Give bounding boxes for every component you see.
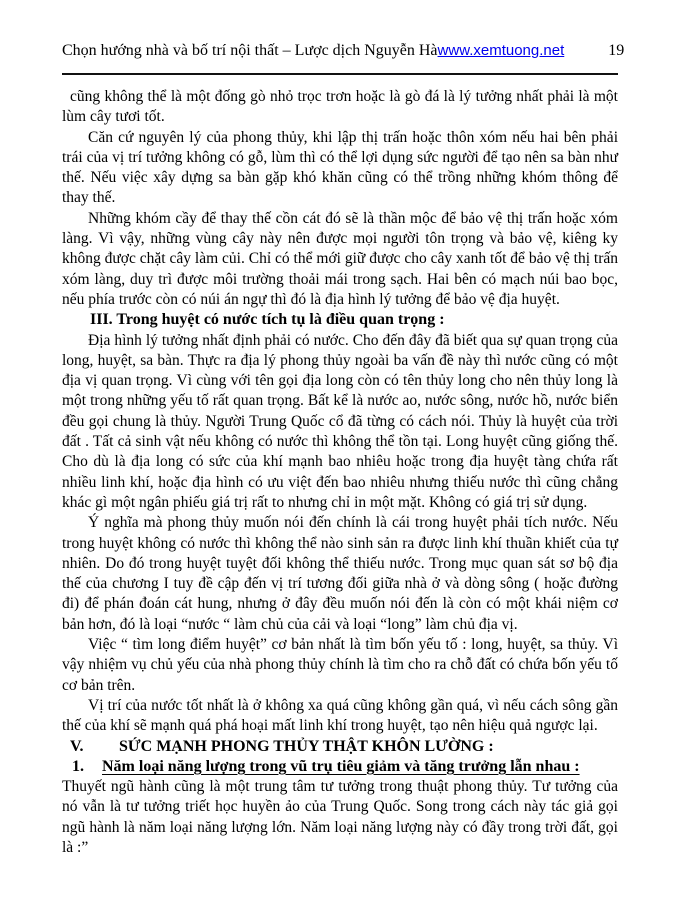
page-number: 19 — [608, 42, 625, 59]
paragraph: Thuyết ngũ hành cũng là một trung tâm tư tưởng trong thuật phong thủy. Tư tưởng của nó vẫn là tư tưởng triết học huyền ảo của Trung Quốc. Song trong cách này tác giả gọi ngũ hành là năm loại năng lượng lớn. Năm loại năng lượng này có đầy trong trời đất, gọi là :” — [62, 778, 618, 856]
subsection-heading-1-label: Năm loại năng lượng trong vũ trụ tiêu giảm và tăng trưởng lẫn nhau : — [102, 757, 580, 775]
paragraph: Căn cứ nguyên lý của phong thủy, khi lập thị trấn hoặc thôn xóm nếu hai bên phải trái của vị trí tưởng không có gỗ, lùm thì có thể lợi dụng sức người để tạo nên sa bàn như thế. Nếu việc xây dựng sa bàn gặp khó khăn cũng có thể trồng những khóm thông để thay thế. — [62, 128, 618, 207]
paragraph: Ý nghĩa mà phong thủy muốn nói đến chính là cái trong huyệt phải tích nước. Nếu trong huyệt không có nước thì không thể nào sinh sản ra được linh khí thuần khiết của tự nhiên. Do đó trong huyệt tuyệt đối không thể thiếu nước. Trong mục quan sát sơ bộ địa thế của chương I tuy đề cập đến vị trí tương đối giữa nhà ở và dòng sông ( hoặc đường đi) để phán đoán cát hung, nhưng ở đây đều muốn nói đến là còn có một khái niệm cơ bản hơn, đó là loại “nước “ làm chủ của cải và loại “long” làm chủ địa vị. — [62, 514, 618, 633]
header-url-link[interactable]: www.xemtuong.net — [437, 42, 565, 59]
header-title: Chọn hướng nhà và bố trí nội thất – Lược dịch Nguyễn Hà — [62, 42, 438, 59]
paragraph: cũng không thể là một đống gò nhỏ trọc trơn hoặc là gò đá là lý tưởng nhất phải là một lùm cây tươi tốt. — [62, 88, 618, 126]
section-heading-v-label: SỨC MẠNH PHONG THỦY THẬT KHÔN LƯỜNG : — [119, 737, 494, 755]
header-divider — [62, 73, 618, 75]
paragraph: Vị trí của nước tốt nhất là ở không xa quá cũng không gần quá, vì nếu cách sông gần thế của khí sẽ mạnh quá phá hoại mất linh khí trong huyệt, tạo nên hiệu quả ngược lại. — [62, 696, 618, 735]
document-body — [62, 87, 618, 858]
subsection-heading-1 — [62, 757, 618, 777]
section-heading-iii: III. Trong huyệt có nước tích tụ là điều quan trọng : — [90, 311, 445, 329]
section-heading-v — [62, 737, 618, 757]
paragraph: Địa hình lý tưởng nhất định phải có nước. Cho đến đây đã biết qua sự quan trọng của long, huyệt, sa bàn. Thực ra địa lý phong thủy ngoài ba vấn đề này thì nước cũng có một địa vị quan trọng. Vì cùng với tên gọi địa long còn có tên thủy long cho nên thủy long là một trong những yếu tố rất quan trọng. Bất kể là nước ao, nước sông, nước hồ, nước biển đều gọi chung là thủy. Người Trung Quốc cổ đã từng có cách nói. Thủy là huyệt của trời đất . Tất cả sinh vật nếu không có nước thì không thể tồn tại. Long huyệt cũng giống thế. Cho dù là địa long có sức của khí mạnh bao nhiêu hoặc trong địa huyệt tàng chứa rất nhiều linh khí, hoặc địa hình có ưu việt đến bao nhiêu nhưng thiếu nước thì cũng chẳng khác gì một ngân phiếu giá trị rất to nhưng chỉ in một mặt. Không có giá trị sử dụng. — [62, 331, 618, 511]
document-page — [0, 41, 680, 921]
section-heading-v-number: V. — [70, 737, 84, 755]
paragraph: Việc “ tìm long điểm huyệt” cơ bản nhất là tìm bốn yếu tố : long, huyệt, sa thủy. Vì vậy nhiệm vụ chủ yếu của nhà phong thủy chính là tìm cho ra chỗ đất có chứa bốn yếu tố cơ bản trên. — [62, 636, 618, 694]
page-header — [62, 41, 625, 61]
subsection-heading-1-number: 1. — [72, 757, 84, 775]
paragraph: Những khóm cầy để thay thế cồn cát đó sẽ là thần mộc để bảo vệ thị trấn hoặc xóm làng. Vì vậy, những vùng cây này nên được mọi người tôn trọng và bảo vệ, kiêng ky không được chặt cây làm củi. Chỉ có thể mới giữ được cho cây xanh tốt để bảo vệ thị trấn xóm làng, duy trì được môi trường thoải mái trong sạch. Hai bên có mạch núi bao bọc, nếu phía trước còn có núi án ngự thì đó là địa hình lý tưởng để bảo vệ địa huyệt. — [62, 209, 618, 308]
